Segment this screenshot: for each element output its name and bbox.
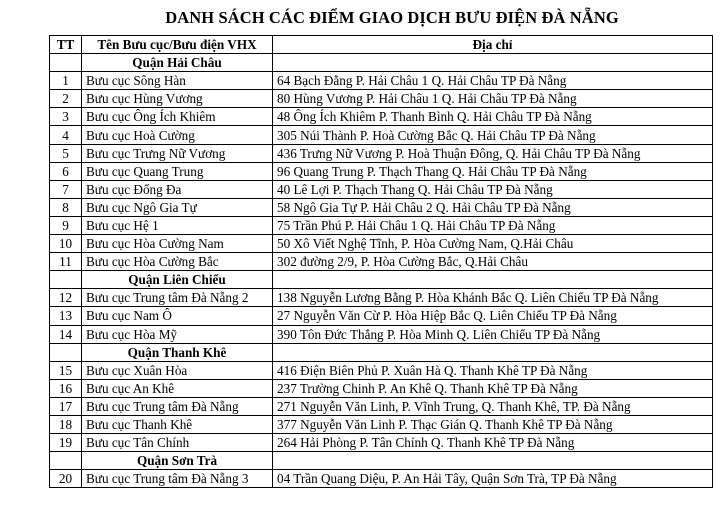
table-row (50, 180, 713, 198)
post-office-name: Bưu cục Trưng Nữ Vương (82, 144, 273, 162)
post-office-address: 27 Nguyễn Văn Cừ P. Hòa Hiệp Bắc Q. Liên Chiểu TP Đà Nẵng (273, 307, 713, 325)
table-row (50, 235, 713, 253)
row-number: 8 (50, 198, 82, 216)
row-number: 2 (50, 90, 82, 108)
post-office-address: 75 Trần Phú P. Hải Châu 1 Q. Hải Châu TP Đà Nẵng (273, 216, 713, 234)
post-office-address: 436 Trưng Nữ Vương P. Hoà Thuận Đông, Q. Hải Châu TP Đà Nẵng (273, 144, 713, 162)
district-row (50, 452, 713, 470)
row-number: 13 (50, 307, 82, 325)
district-tt-cell (50, 343, 82, 361)
district-address-cell (273, 452, 713, 470)
post-office-name: Bưu cục Ông Ích Khiêm (82, 108, 273, 126)
table-row (50, 307, 713, 325)
table-row (50, 162, 713, 180)
district-tt-cell (50, 271, 82, 289)
district-name: Quận Thanh Khê (82, 343, 273, 361)
post-office-address: 237 Trường Chinh P. An Khê Q. Thanh Khê TP Đà Nẵng (273, 379, 713, 397)
header-name: Tên Bưu cục/Bưu điện VHX (82, 36, 273, 54)
district-row (50, 343, 713, 361)
district-name: Quận Hải Châu (82, 54, 273, 72)
row-number: 9 (50, 216, 82, 234)
district-tt-cell (50, 54, 82, 72)
post-office-name: Bưu cục Trung tâm Đà Nẵng (82, 397, 273, 415)
post-office-address: 138 Nguyễn Lương Bằng P. Hòa Khánh Bắc Q. Liên Chiểu TP Đà Nẵng (273, 289, 713, 307)
post-office-address: 64 Bạch Đằng P. Hải Châu 1 Q. Hải Châu TP Đà Nẵng (273, 72, 713, 90)
row-number: 14 (50, 325, 82, 343)
table-row (50, 90, 713, 108)
post-office-name: Bưu cục Tân Chính (82, 434, 273, 452)
table-row (50, 379, 713, 397)
district-row (50, 271, 713, 289)
table-row (50, 434, 713, 452)
table-row (50, 198, 713, 216)
post-office-name: Bưu cục Trung tâm Đà Nẵng 2 (82, 289, 273, 307)
row-number: 4 (50, 126, 82, 144)
page-title (0, 8, 720, 28)
row-number: 17 (50, 397, 82, 415)
post-office-address: 305 Núi Thành P. Hoà Cường Bắc Q. Hải Châu TP Đà Nẵng (273, 126, 713, 144)
post-office-name: Bưu cục Thanh Khê (82, 415, 273, 433)
post-office-address: 271 Nguyễn Văn Linh, P. Vĩnh Trung, Q. Thanh Khê, TP. Đà Nẵng (273, 397, 713, 415)
post-office-address: 96 Quang Trung P. Thạch Thang Q. Hải Châu TP Đà Nẵng (273, 162, 713, 180)
row-number: 18 (50, 415, 82, 433)
post-office-name: Bưu cục Hòa Cường Nam (82, 235, 273, 253)
post-office-address: 416 Điện Biên Phủ P. Xuân Hà Q. Thanh Khê TP Đà Nẵng (273, 361, 713, 379)
post-office-name: Bưu cục Hòa Cường Bắc (82, 253, 273, 271)
row-number: 1 (50, 72, 82, 90)
table-row (50, 253, 713, 271)
district-name: Quận Liên Chiểu (82, 271, 273, 289)
table-row (50, 289, 713, 307)
post-office-address: 390 Tôn Đức Thắng P. Hòa Minh Q. Liên Chiểu TP Đà Nẵng (273, 325, 713, 343)
post-office-address: 58 Ngô Gia Tự P. Hải Châu 2 Q. Hải Châu TP Đà Nẵng (273, 198, 713, 216)
table-body (50, 54, 713, 488)
post-office-name: Bưu cục Hòa Mỹ (82, 325, 273, 343)
post-office-address: 04 Trần Quang Diệu, P. An Hải Tây, Quận Sơn Trà, TP Đà Nẵng (273, 470, 713, 488)
post-office-name: Bưu cục Sông Hàn (82, 72, 273, 90)
post-office-name: Bưu cục Đống Đa (82, 180, 273, 198)
district-row (50, 54, 713, 72)
post-office-address: 302 đường 2/9, P. Hòa Cường Bắc, Q.Hải Châu (273, 253, 713, 271)
post-office-name: Bưu cục Trung tâm Đà Nẵng 3 (82, 470, 273, 488)
row-number: 5 (50, 144, 82, 162)
post-office-address: 50 Xô Viết Nghệ Tĩnh, P. Hòa Cường Nam, Q.Hải Châu (273, 235, 713, 253)
row-number: 16 (50, 379, 82, 397)
table-row (50, 470, 713, 488)
row-number: 10 (50, 235, 82, 253)
district-tt-cell (50, 452, 82, 470)
page-title-text: DANH SÁCH CÁC ĐIỂM GIAO DỊCH BƯU ĐIỆN ĐÀ NẴNG (165, 8, 619, 27)
post-office-name: Bưu cục Hùng Vương (82, 90, 273, 108)
table-row (50, 216, 713, 234)
table-row (50, 415, 713, 433)
table-header-row (50, 36, 713, 54)
post-office-name: Bưu cục Hệ 1 (82, 216, 273, 234)
post-office-address: 80 Hùng Vương P. Hải Châu 1 Q. Hải Châu TP Đà Nẵng (273, 90, 713, 108)
row-number: 12 (50, 289, 82, 307)
district-address-cell (273, 343, 713, 361)
post-office-name: Bưu cục An Khê (82, 379, 273, 397)
table-row (50, 361, 713, 379)
header-address: Địa chỉ (273, 36, 713, 54)
table-row (50, 397, 713, 415)
row-number: 15 (50, 361, 82, 379)
table-row (50, 325, 713, 343)
table-row (50, 108, 713, 126)
post-office-address: 40 Lê Lợi P. Thạch Thang Q. Hải Châu TP Đà Nẵng (273, 180, 713, 198)
row-number: 6 (50, 162, 82, 180)
row-number: 11 (50, 253, 82, 271)
table-row (50, 72, 713, 90)
post-office-name: Bưu cục Ngô Gia Tự (82, 198, 273, 216)
row-number: 19 (50, 434, 82, 452)
post-office-name: Bưu cục Xuân Hòa (82, 361, 273, 379)
header-tt: TT (50, 36, 82, 54)
post-office-name: Bưu cục Quang Trung (82, 162, 273, 180)
post-office-table (49, 35, 713, 488)
table-row (50, 144, 713, 162)
district-address-cell (273, 54, 713, 72)
post-office-address: 377 Nguyễn Văn Linh P. Thạc Gián Q. Thanh Khê TP Đà Nẵng (273, 415, 713, 433)
row-number: 20 (50, 470, 82, 488)
row-number: 3 (50, 108, 82, 126)
post-office-name: Bưu cục Nam Ô (82, 307, 273, 325)
district-name: Quận Sơn Trà (82, 452, 273, 470)
post-office-address: 48 Ông Ích Khiêm P. Thanh Bình Q. Hải Châu TP Đà Nẵng (273, 108, 713, 126)
district-address-cell (273, 271, 713, 289)
post-office-name: Bưu cục Hoà Cường (82, 126, 273, 144)
table-row (50, 126, 713, 144)
post-office-address: 264 Hải Phòng P. Tân Chính Q. Thanh Khê TP Đà Nẵng (273, 434, 713, 452)
row-number: 7 (50, 180, 82, 198)
